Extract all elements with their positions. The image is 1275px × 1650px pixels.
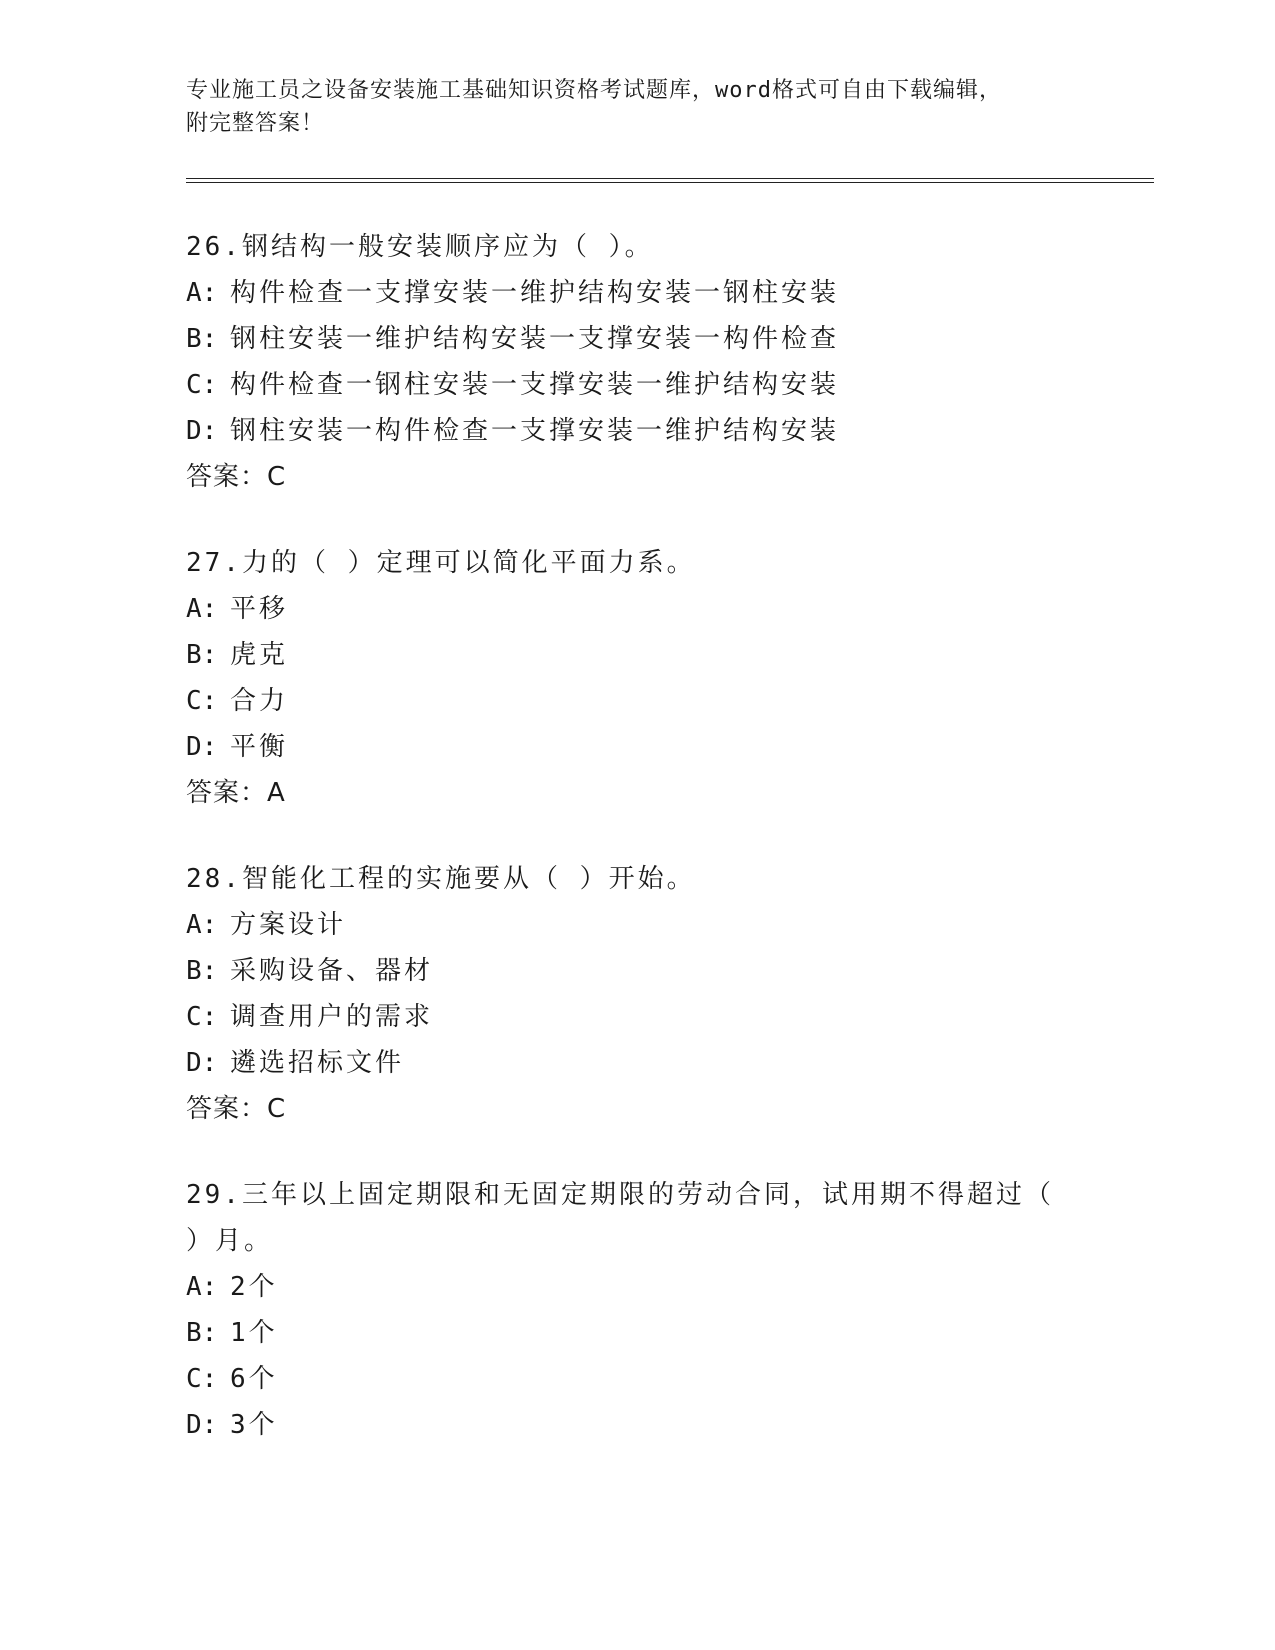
answer: 答案：A <box>186 778 286 808</box>
option-text: 方案设计 <box>230 910 347 940</box>
option-letter: D: <box>186 1048 218 1078</box>
option-c <box>186 678 1086 724</box>
option-b <box>186 1310 1086 1356</box>
option-letter: B: <box>186 956 218 986</box>
option-letter: B: <box>186 1318 218 1348</box>
option-text: 采购设备、器材 <box>230 956 434 986</box>
option-a <box>186 586 1086 632</box>
option-letter: C: <box>186 1002 218 1032</box>
option-letter: C: <box>186 686 218 716</box>
option-text: 调查用户的需求 <box>230 1002 434 1032</box>
question-28 <box>186 856 1086 1132</box>
question-stem: 26.钢结构一般安装顺序应为（ ）。 <box>186 232 654 262</box>
option-a <box>186 1264 1086 1310</box>
option-letter: D: <box>186 1410 218 1440</box>
question-26 <box>186 224 1086 500</box>
document-header <box>186 74 1086 140</box>
header-rule-bottom <box>186 182 1154 183</box>
question-27 <box>186 540 1086 816</box>
option-text: 1个 <box>230 1318 278 1348</box>
option-c <box>186 1356 1086 1402</box>
option-d <box>186 408 1086 454</box>
option-b <box>186 632 1086 678</box>
option-letter: A: <box>186 594 218 624</box>
option-b <box>186 948 1086 994</box>
option-text: 钢柱安装一构件检查一支撑安装一维护结构安装 <box>230 416 840 446</box>
option-letter: D: <box>186 732 218 762</box>
option-text: 2个 <box>230 1272 278 1302</box>
header-line-1: 专业施工员之设备安装施工基础知识资格考试题库，word格式可自由下载编辑， <box>186 78 1002 103</box>
answer: 答案：C <box>186 462 287 492</box>
header-line-2: 附完整答案！ <box>186 111 325 136</box>
option-letter: A: <box>186 1272 218 1302</box>
option-letter: B: <box>186 324 218 354</box>
option-letter: A: <box>186 278 218 308</box>
question-stem: 29.三年以上固定期限和无固定期限的劳动合同，试用期不得超过（ ）月。 <box>186 1180 1054 1256</box>
option-text: 遴选招标文件 <box>230 1048 405 1078</box>
option-text: 3个 <box>230 1410 278 1440</box>
answer: 答案：C <box>186 1094 287 1124</box>
option-letter: C: <box>186 1364 218 1394</box>
option-text: 钢柱安装一维护结构安装一支撑安装一构件检查 <box>230 324 840 354</box>
option-letter: B: <box>186 640 218 670</box>
option-b <box>186 316 1086 362</box>
option-text: 6个 <box>230 1364 278 1394</box>
option-d <box>186 1402 1086 1448</box>
option-text: 构件检查一支撑安装一维护结构安装一钢柱安装 <box>230 278 840 308</box>
option-d <box>186 724 1086 770</box>
option-text: 平移 <box>230 594 289 624</box>
option-d <box>186 1040 1086 1086</box>
option-letter: A: <box>186 910 218 940</box>
header-rule-top <box>186 178 1154 179</box>
option-c <box>186 994 1086 1040</box>
option-text: 构件检查一钢柱安装一支撑安装一维护结构安装 <box>230 370 840 400</box>
option-letter: C: <box>186 370 218 400</box>
option-text: 合力 <box>230 686 289 716</box>
question-stem: 27.力的（ ）定理可以简化平面力系。 <box>186 548 696 578</box>
option-text: 平衡 <box>230 732 289 762</box>
option-a <box>186 270 1086 316</box>
option-a <box>186 902 1086 948</box>
option-c <box>186 362 1086 408</box>
option-letter: D: <box>186 416 218 446</box>
question-29 <box>186 1172 1086 1448</box>
option-text: 虎克 <box>230 640 289 670</box>
question-stem: 28.智能化工程的实施要从（ ）开始。 <box>186 864 696 894</box>
